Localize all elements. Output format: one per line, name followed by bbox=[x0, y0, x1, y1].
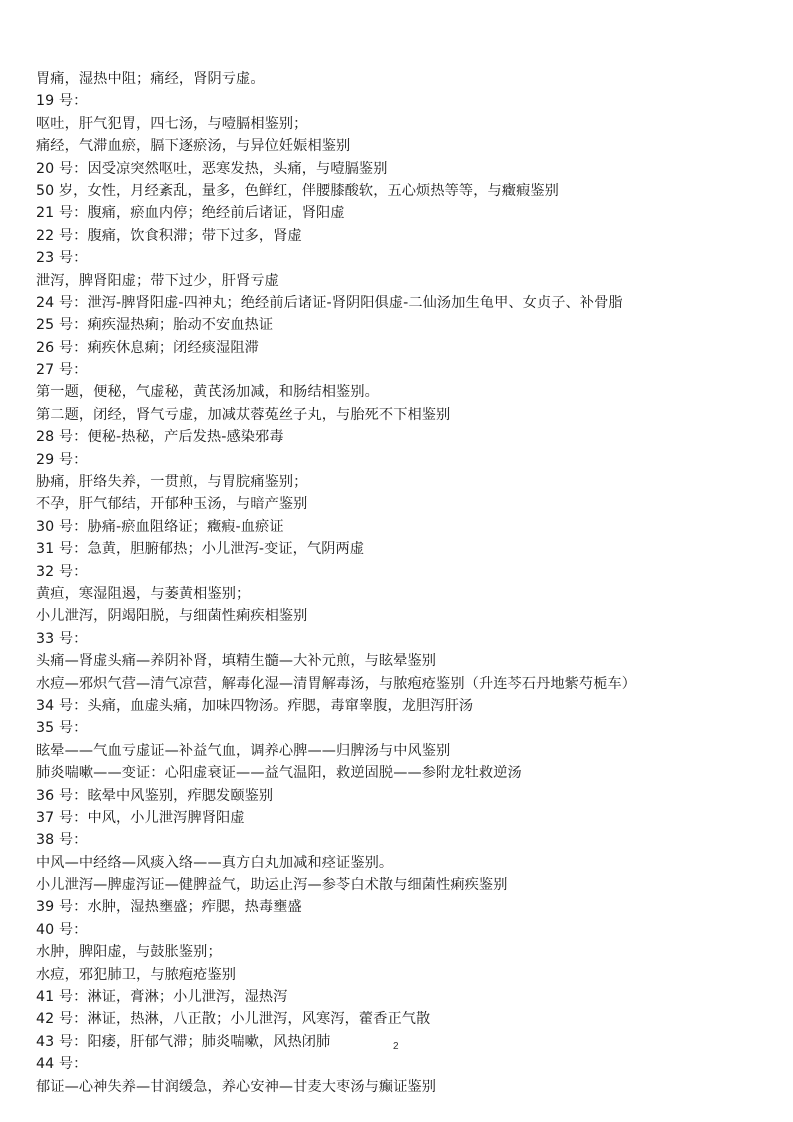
page-number: 2 bbox=[393, 1041, 399, 1052]
text-line: 27 号： bbox=[36, 362, 88, 379]
text-line: 黄疸，寒湿阻遏，与萎黄相鉴别； bbox=[36, 585, 251, 602]
text-line: 35 号： bbox=[36, 720, 88, 737]
text-line: 头痛—肾虚头痛—养阴补肾，填精生髓—大补元煎，与眩晕鉴别 bbox=[36, 653, 437, 670]
text-line: 36 号：眩晕中风鉴别，痄腮发颐鉴别 bbox=[36, 787, 274, 804]
text-line: 20 号：因受凉突然呕吐，恶寒发热，头痛，与噎膈鉴别 bbox=[36, 160, 388, 177]
text-line: 痛经，气滞血瘀，膈下逐瘀汤，与异位妊娠相鉴别 bbox=[36, 138, 351, 155]
text-line: 24 号：泄泻-脾肾阳虚-四神丸；绝经前后诸证-肾阴阳俱虚-二仙汤加生龟甲、女贞子、补骨脂 bbox=[36, 294, 623, 311]
text-line: 胁痛，肝络失养，一贯煎，与胃脘痛鉴别； bbox=[36, 474, 308, 491]
text-line: 50 岁，女性，月经紊乱，量多，色鲜红，伴腰膝酸软，五心烦热等等，与癥瘕鉴别 bbox=[36, 182, 559, 199]
text-line: 40 号： bbox=[36, 921, 88, 938]
text-line: 水肿，脾阳虚，与鼓胀鉴别； bbox=[36, 944, 222, 961]
text-line: 31 号：急黄，胆腑郁热；小儿泄泻-变证，气阴两虚 bbox=[36, 541, 365, 558]
text-line: 水痘—邪炽气营—清气凉营，解毒化湿—清胃解毒汤，与脓疱疮鉴别（升连芩石丹地紫芍栀车） bbox=[36, 675, 637, 692]
text-line: 肺炎喘嗽——变证：心阳虚衰证——益气温阳，救逆固脱——参附龙牡救逆汤 bbox=[36, 765, 522, 782]
text-line: 30 号：胁痛-瘀血阻络证；癥瘕-血瘀证 bbox=[36, 518, 284, 535]
text-line: 34 号：头痛，血虚头痛，加味四物汤。痄腮，毒窜睾腹，龙胆泻肝汤 bbox=[36, 697, 474, 714]
text-line: 不孕，肝气郁结，开郁种玉汤，与暗产鉴别 bbox=[36, 496, 308, 513]
text-line: 37 号：中风，小儿泄泻脾肾阳虚 bbox=[36, 809, 245, 826]
text-line: 41 号：淋证，膏淋；小儿泄泻，湿热泻 bbox=[36, 989, 288, 1006]
document-body bbox=[36, 68, 766, 1098]
text-line: 32 号： bbox=[36, 563, 88, 580]
text-line: 胃痛，湿热中阻；痛经，肾阴亏虚。 bbox=[36, 71, 265, 87]
text-line: 小儿泄泻，阴竭阳脱，与细菌性痢疾相鉴别 bbox=[36, 608, 308, 625]
text-line: 33 号： bbox=[36, 630, 88, 647]
text-line: 39 号：水肿，湿热壅盛；痄腮，热毒壅盛 bbox=[36, 899, 302, 916]
text-line: 22 号：腹痛，饮食积滞；带下过多，肾虚 bbox=[36, 227, 302, 244]
text-line: 19 号： bbox=[36, 93, 88, 110]
text-line: 小儿泄泻—脾虚泻证—健脾益气，助运止泻—参苓白术散与细菌性痢疾鉴别 bbox=[36, 877, 508, 894]
text-line: 第一题，便秘，气虚秘，黄芪汤加减，和肠结相鉴别。 bbox=[36, 384, 379, 401]
text-line: 43 号：阳痿，肝郁气滞；肺炎喘嗽，风热闭肺 bbox=[36, 1033, 331, 1050]
text-line: 25 号：痢疾湿热痢；胎动不安血热证 bbox=[36, 317, 274, 334]
text-line: 42 号：淋证，热淋，八正散；小儿泄泻，风寒泻，藿香正气散 bbox=[36, 1011, 431, 1028]
text-line: 郁证—心神失养—甘润缓急，养心安神—甘麦大枣汤与癫证鉴别 bbox=[36, 1078, 437, 1095]
text-line: 23 号： bbox=[36, 250, 88, 267]
text-line: 呕吐，肝气犯胃，四七汤，与噎膈相鉴别； bbox=[36, 115, 308, 132]
text-line: 28 号：便秘-热秘，产后发热-感染邪毒 bbox=[36, 429, 284, 446]
text-line: 中风—中经络—风痰入络——真方白丸加减和痉证鉴别。 bbox=[36, 854, 394, 871]
text-line: 21 号：腹痛，瘀血内停；绝经前后诸证，肾阳虚 bbox=[36, 205, 345, 222]
text-line: 水痘，邪犯肺卫，与脓疱疮鉴别 bbox=[36, 966, 237, 983]
text-line: 泄泻，脾肾阳虚；带下过少，肝肾亏虚 bbox=[36, 272, 279, 289]
text-line: 26 号：痢疾休息痢；闭经痰湿阻滞 bbox=[36, 339, 259, 356]
text-line: 眩晕——气血亏虚证—补益气血，调养心脾——归脾汤与中风鉴别 bbox=[36, 742, 451, 759]
text-line: 38 号： bbox=[36, 832, 88, 849]
text-line: 29 号： bbox=[36, 451, 88, 468]
text-line: 44 号： bbox=[36, 1056, 88, 1073]
text-line: 第二题，闭经，肾气亏虚，加减苁蓉菟丝子丸，与胎死不下相鉴别 bbox=[36, 406, 451, 423]
